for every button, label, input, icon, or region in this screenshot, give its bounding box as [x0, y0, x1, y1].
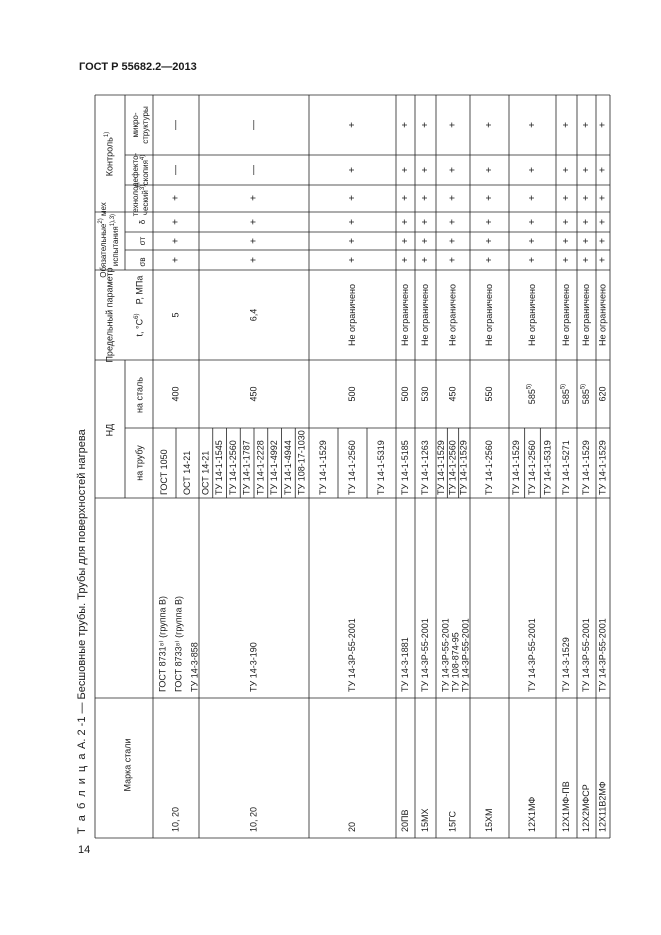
header-techno-2: ческий$^{3)}$ — [139, 184, 151, 216]
cell-nd-pipe: ГОСТ 8733⁸⁾ (группа В) — [173, 595, 184, 692]
header-delta: δ — [138, 219, 148, 225]
cell-sigma-b: + — [248, 257, 260, 263]
cell-sigma-b: + — [484, 257, 496, 263]
cell-nd-pipe: ТУ 14-3Р-55-2001 — [419, 618, 430, 692]
cell-techno: + — [527, 195, 539, 201]
cell-steel-grade: 20ПВ — [399, 809, 410, 832]
cell-nd-pipe: ТУ 14-3-858 — [189, 642, 200, 692]
cell-sigma-t: + — [581, 238, 593, 244]
header-micro: микро- — [131, 112, 141, 138]
cell-nd-steel: ТУ 14-1-5185 — [399, 440, 410, 495]
cell-sigma-t: + — [347, 238, 359, 244]
cell-micro: + — [597, 122, 609, 128]
cell-sigma-t: + — [527, 238, 539, 244]
cell-nd-steel: ОСТ 14-21 — [200, 450, 211, 495]
page-number: 14 — [78, 844, 91, 856]
cell-sigma-b: + — [400, 257, 412, 263]
header-techno: техноло- — [131, 183, 141, 217]
cell-sigma-b: + — [170, 257, 182, 263]
cell-nd-steel: ТУ 14-1-1529 — [511, 440, 522, 495]
cell-nd-pipe: ТУ 14-3Р-55-2001 — [526, 618, 537, 692]
cell-steel-grade: 12Х11В2МФ — [597, 781, 608, 832]
header-micro-2: структуры — [141, 106, 151, 144]
cell-nd-pipe: ГОСТ 8731⁸⁾ (группа В) — [157, 595, 168, 692]
cell-sigma-t: + — [561, 238, 573, 244]
cell-delta: + — [248, 219, 260, 225]
cell-limit-t: 585$^{5)}$ — [560, 383, 571, 405]
caption-prefix: Т а б л и ц а — [76, 752, 88, 834]
cell-delta: + — [484, 219, 496, 225]
cell-nd-steel: ТУ 14-1-1545 — [214, 440, 224, 495]
cell-defect: — — [248, 165, 260, 175]
cell-micro: + — [581, 122, 593, 128]
header-defect: дефекто- — [131, 152, 141, 188]
cell-limit-p: 5 — [170, 312, 181, 318]
cell-nd-steel: ТУ 14-1-2560 — [483, 440, 494, 495]
cell-limit-p: Не ограничено — [399, 284, 410, 346]
header-sigma-b: σв — [138, 257, 148, 267]
cell-delta: + — [347, 219, 359, 225]
cell-sigma-b: + — [420, 257, 432, 263]
cell-techno: + — [170, 195, 182, 201]
cell-steel-grade: 12Х1МФ — [526, 796, 537, 832]
cell-delta: + — [597, 219, 609, 225]
cell-limit-t: 400 — [170, 386, 181, 402]
cell-sigma-b: + — [447, 257, 459, 263]
cell-nd-steel: ТУ 14-1-2228 — [255, 440, 266, 495]
cell-limit-p: Не ограничено — [419, 284, 430, 346]
cell-limit-p: Не ограничено — [447, 284, 458, 346]
cell-limit-t: 550 — [483, 386, 494, 402]
cell-limit-p: Не ограничено — [597, 284, 608, 346]
header-control: Контроль$^{1)}$ — [103, 131, 115, 177]
cell-micro: — — [170, 120, 182, 130]
cell-sigma-t: + — [484, 238, 496, 244]
cell-nd-pipe: ТУ 14-3Р-55-2001 — [440, 618, 451, 692]
cell-nd-steel: ТУ 14-1-1529 — [458, 440, 469, 495]
cell-sigma-b: + — [561, 257, 573, 263]
cell-nd-steel: ТУ 14-1-2560 — [447, 440, 458, 495]
cell-nd-steel: ТУ 14-1-4992 — [269, 440, 279, 495]
cell-nd-pipe: ТУ 14-3Р-55-2001 — [346, 618, 357, 692]
cell-steel-grade: 15ГС — [447, 811, 458, 832]
cell-techno: + — [347, 195, 359, 201]
cell-sigma-t: + — [248, 238, 260, 244]
cell-nd-pipe: ТУ 14-3Р-55-2001 — [597, 618, 608, 692]
cell-nd-pipe: ТУ 14-3-1881 — [399, 637, 410, 692]
cell-nd-steel: ОСТ 14-21 — [181, 450, 192, 495]
cell-techno: + — [484, 195, 496, 201]
cell-nd-steel: ТУ 14-1-5319 — [542, 440, 553, 495]
cell-defect: + — [447, 167, 459, 173]
cell-delta: + — [561, 219, 573, 225]
cell-techno: + — [400, 195, 412, 201]
cell-nd-pipe: ТУ 14-3Р-55-2001 — [460, 618, 471, 692]
header-mandatory-line2: испытания$^{1),3)}$ — [109, 213, 121, 267]
cell-nd-steel: ТУ 14-1-1263 — [419, 440, 430, 495]
header-defect-2: скопия$^{4)}$ — [139, 154, 151, 186]
cell-delta: + — [527, 219, 539, 225]
cell-micro: + — [420, 122, 432, 128]
cell-limit-p: Не ограничено — [483, 284, 494, 346]
cell-sigma-b: + — [347, 257, 359, 263]
cell-limit-t: 450 — [447, 386, 458, 402]
cell-nd-steel: ТУ 14-1-2560 — [526, 440, 537, 495]
header-sigma-t: σт — [138, 236, 148, 246]
cell-steel-grade: 10, 20 — [248, 806, 259, 832]
cell-defect: + — [484, 167, 496, 173]
cell-defect: + — [400, 167, 412, 173]
cell-micro: + — [347, 122, 359, 128]
cell-limit-p: 6,4 — [248, 308, 259, 322]
cell-nd-pipe: ТУ 14-3Р-55-2001 — [580, 618, 591, 692]
header-nd-pipe: на трубу — [134, 445, 145, 481]
cell-techno: + — [561, 195, 573, 201]
cell-micro: + — [484, 122, 496, 128]
cell-defect: + — [581, 167, 593, 173]
cell-sigma-b: + — [597, 257, 609, 263]
cell-steel-grade: 10, 20 — [170, 806, 181, 832]
cell-sigma-t: + — [420, 238, 432, 244]
document-header: ГОСТ Р 55682.2—2013 — [79, 61, 197, 73]
cell-delta: + — [447, 219, 459, 225]
cell-nd-pipe: ТУ 108-874-95 — [450, 632, 461, 692]
cell-sigma-t: + — [597, 238, 609, 244]
cell-micro: + — [527, 122, 539, 128]
cell-nd-steel: ТУ 14-1-1529 — [436, 440, 447, 495]
cell-nd-steel: ТУ 14-1-1787 — [241, 440, 252, 495]
cell-nd-steel: ТУ 14-1-5271 — [560, 440, 571, 495]
cell-sigma-b: + — [527, 257, 539, 263]
header-limit-p: P, МПа — [134, 275, 145, 305]
cell-limit-p: Не ограничено — [580, 284, 591, 346]
cell-nd-steel: ГОСТ 1050 — [158, 449, 169, 495]
cell-defect: + — [527, 167, 539, 173]
header-limit-t: t, $^\circ C^{6)}$ — [133, 313, 145, 337]
cell-limit-t: 585$^{5)}$ — [526, 383, 537, 405]
header-nd: НД — [104, 423, 115, 437]
cell-defect: + — [420, 167, 432, 173]
cell-delta: + — [581, 219, 593, 225]
header-limit: Предельный параметр — [104, 267, 115, 363]
cell-limit-p: Не ограничено — [560, 284, 571, 346]
header-nd-steel: на сталь — [134, 377, 145, 413]
cell-techno: + — [581, 195, 593, 201]
cell-techno: + — [248, 195, 260, 201]
cell-micro: + — [400, 122, 412, 128]
cell-sigma-b: + — [581, 257, 593, 263]
cell-limit-t: 450 — [248, 386, 259, 402]
cell-limit-t: 620 — [597, 386, 608, 402]
cell-steel-grade: 15МХ — [419, 808, 430, 832]
cell-limit-t: 500 — [399, 386, 410, 402]
cell-delta: + — [420, 219, 432, 225]
cell-nd-steel: ТУ 108-17-1030 — [296, 430, 307, 495]
cell-steel-grade: 15ХМ — [483, 808, 494, 832]
cell-defect: + — [561, 167, 573, 173]
cell-nd-steel: ТУ 14-1-2560 — [227, 440, 238, 495]
cell-micro: + — [447, 122, 459, 128]
header-mandatory: Обязательные$^{2)}$ мех — [97, 202, 109, 278]
cell-delta: + — [400, 219, 412, 225]
cell-limit-t: 585$^{5)}$ — [580, 383, 591, 405]
cell-nd-steel: ТУ 14-1-2560 — [346, 440, 357, 495]
cell-sigma-t: + — [447, 238, 459, 244]
cell-sigma-t: + — [170, 238, 182, 244]
cell-limit-p: Не ограничено — [346, 284, 357, 346]
cell-nd-steel: ТУ 14-1-1529 — [597, 440, 608, 495]
cell-techno: + — [597, 195, 609, 201]
cell-nd-steel: ТУ 14-1-5319 — [375, 440, 386, 495]
cell-defect: + — [597, 167, 609, 173]
cell-defect: + — [347, 167, 359, 173]
cell-limit-t: 530 — [419, 386, 430, 402]
cell-limit-t: 500 — [346, 386, 357, 402]
cell-nd-steel: ТУ 14-1-1529 — [580, 440, 591, 495]
cell-nd-pipe: ТУ 14-3-1529 — [560, 637, 571, 692]
cell-micro: — — [248, 120, 260, 130]
cell-steel-grade: 20 — [346, 821, 357, 832]
cell-techno: + — [420, 195, 432, 201]
cell-nd-steel: ТУ 14-1-4944 — [282, 440, 293, 495]
cell-micro: + — [561, 122, 573, 128]
cell-defect: — — [170, 165, 182, 175]
cell-nd-pipe: ТУ 14-3-190 — [248, 642, 259, 692]
cell-delta: + — [170, 219, 182, 225]
caption-text: А. 2 -1 — Бесшовные трубы. Трубы для поверхностей нагрева — [76, 429, 88, 749]
cell-limit-p: Не ограничено — [526, 284, 537, 346]
header-steel-grade: Марка стали — [122, 738, 133, 792]
cell-nd-steel: ТУ 14-1-1529 — [317, 440, 328, 495]
cell-sigma-t: + — [400, 238, 412, 244]
cell-techno: + — [447, 195, 459, 201]
cell-steel-grade: 12Х1МФ-ПВ — [560, 781, 571, 832]
cell-steel-grade: 12Х2МФСР — [580, 784, 591, 832]
